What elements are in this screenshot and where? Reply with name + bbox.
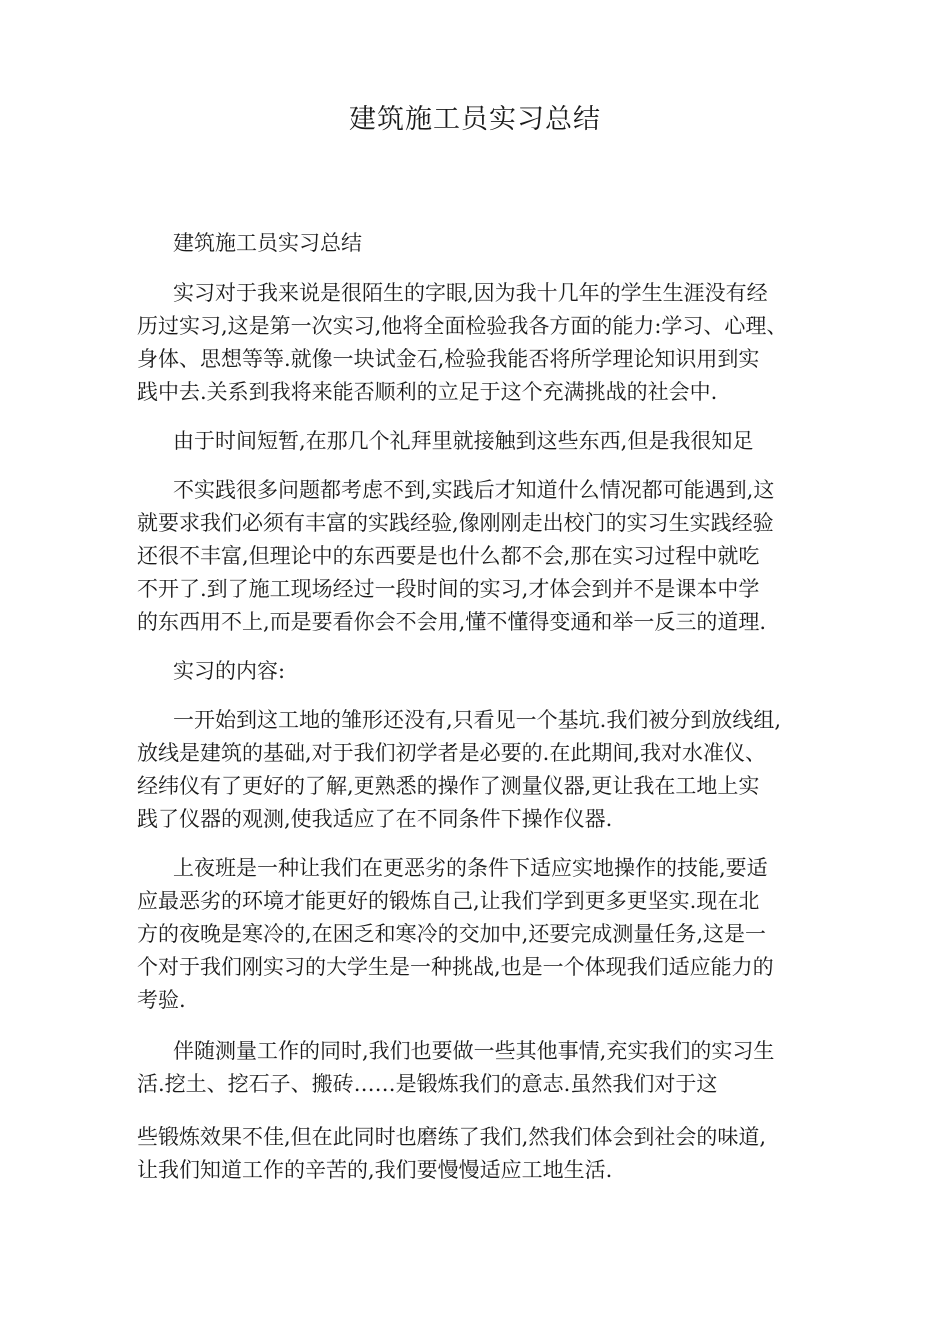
paragraph-line: 由于时间短暂,在那几个礼拜里就接触到这些东西,但是我很知足 [173, 429, 754, 453]
paragraph-line: 个对于我们刚实习的大学生是一种挑战,也是一个体现我们适应能力的 [137, 955, 774, 979]
section-heading: 建筑施工员实习总结 [173, 231, 362, 255]
paragraph-line: 不实践很多问题都考虑不到,实践后才知道什么情况都可能遇到,这 [173, 478, 775, 502]
paragraph-line: 放线是建筑的基础,对于我们初学者是必要的.在此期间,我对水准仪、 [137, 741, 767, 765]
paragraph-line: 的东西用不上,而是要看你会不会用,懂不懂得变通和举一反三的道理. [137, 610, 767, 634]
paragraph-line: 身体、思想等等.就像一块试金石,检验我能否将所学理论知识用到实 [137, 347, 760, 371]
paragraph-line: 些锻炼效果不佳,但在此同时也磨练了我们,然我们体会到社会的味道, [137, 1125, 767, 1149]
paragraph-line: 方的夜晚是寒冷的,在困乏和寒冷的交加中,还要完成测量任务,这是一 [137, 922, 767, 946]
document-title: 建筑施工员实习总结 [349, 104, 601, 135]
paragraph-line: 上夜班是一种让我们在更恶劣的条件下适应实地操作的技能,要适 [173, 856, 768, 880]
paragraph-line: 践中去.关系到我将来能否顺利的立足于这个充满挑战的社会中. [137, 380, 718, 404]
paragraph-line: 还很不丰富,但理论中的东西要是也什么都不会,那在实习过程中就吃 [137, 544, 760, 568]
paragraph-line: 活.挖土、挖石子、搬砖……是锻炼我们的意志.虽然我们对于这 [137, 1072, 718, 1096]
paragraph-line: 实习的内容: [173, 659, 286, 683]
paragraph-line: 应最恶劣的环境才能更好的锻炼自己,让我们学到更多更坚实.现在北 [137, 889, 760, 913]
paragraph-line: 不开了.到了施工现场经过一段时间的实习,才体会到并不是课本中学 [137, 577, 760, 601]
paragraph-line: 历过实习,这是第一次实习,他将全面检验我各方面的能力:学习、心理、 [137, 314, 788, 338]
paragraph-line: 一开始到这工地的雏形还没有,只看见一个基坑.我们被分到放线组, [173, 708, 782, 732]
paragraph-line: 让我们知道工作的辛苦的,我们要慢慢适应工地生活. [137, 1158, 613, 1182]
paragraph-line: 践了仪器的观测,使我适应了在不同条件下操作仪器. [137, 807, 613, 831]
paragraph-line: 就要求我们必须有丰富的实践经验,像刚刚走出校门的实习生实践经验 [137, 511, 774, 535]
paragraph-line: 考验. [137, 988, 186, 1012]
paragraph-line: 经纬仪有了更好的了解,更熟悉的操作了测量仪器,更让我在工地上实 [137, 774, 760, 798]
paragraph-line: 伴随测量工作的同时,我们也要做一些其他事情,充实我们的实习生 [173, 1039, 775, 1063]
paragraph-line: 实习对于我来说是很陌生的字眼,因为我十几年的学生生涯没有经 [173, 281, 768, 305]
